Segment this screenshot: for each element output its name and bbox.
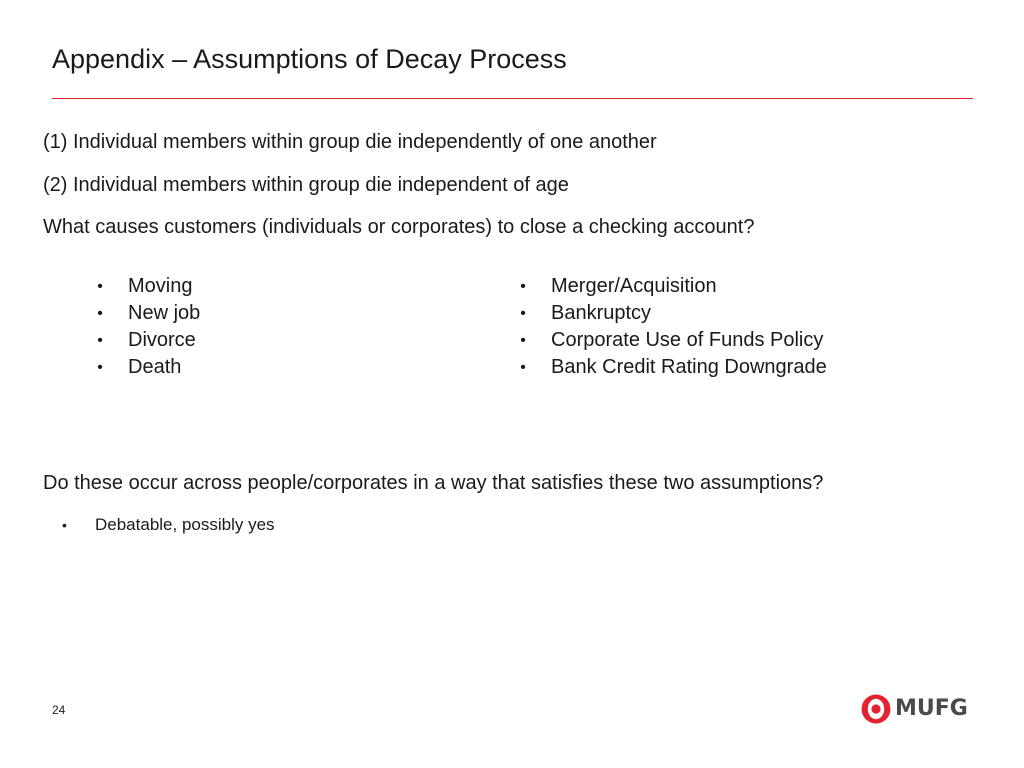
- list-item: [518, 273, 827, 300]
- list-item-label: Moving: [128, 275, 193, 297]
- causes-question: What causes customers (individuals or corporates) to close a checking account?: [43, 216, 755, 238]
- page-number: 24: [52, 703, 66, 717]
- bullet-icon: •: [520, 332, 526, 349]
- answer-list: [62, 513, 275, 537]
- list-item-label: Bankruptcy: [551, 302, 652, 324]
- list-item: [95, 300, 200, 327]
- logo-text: MUFG: [895, 696, 968, 721]
- bullet-icon: •: [62, 517, 67, 533]
- list-item-label: Divorce: [128, 329, 196, 351]
- bullet-icon: •: [97, 305, 103, 322]
- individual-causes-list: [95, 273, 200, 381]
- assumptions-question: Do these occur across people/corporates in a way that satisfies these two assumptions?: [43, 472, 824, 494]
- list-item: [518, 354, 827, 381]
- list-item-label: New job: [128, 302, 201, 324]
- list-item: [95, 354, 200, 381]
- slide-title: Appendix – Assumptions of Decay Process: [52, 44, 567, 74]
- list-item-label: Debatable, possibly yes: [95, 515, 275, 534]
- assumption-2: (2) Individual members within group die independent of age: [43, 174, 569, 196]
- list-item: [518, 327, 827, 354]
- assumption-1: (1) Individual members within group die independently of one another: [43, 131, 657, 153]
- bullet-icon: •: [97, 359, 103, 376]
- bullet-icon: •: [97, 278, 103, 295]
- mufg-logo: [861, 694, 968, 724]
- list-item: [95, 273, 200, 300]
- bullet-icon: •: [97, 332, 103, 349]
- list-item: [95, 327, 200, 354]
- list-item-label: Death: [128, 356, 182, 378]
- corporate-causes-list: [518, 273, 827, 381]
- title-divider: [52, 98, 973, 99]
- list-item: [518, 300, 827, 327]
- bullet-icon: •: [520, 278, 526, 295]
- list-item-label: Corporate Use of Funds Policy: [551, 329, 824, 351]
- list-item: [62, 513, 275, 537]
- list-item-label: Merger/Acquisition: [551, 275, 717, 297]
- mufg-ring-icon: [861, 694, 891, 724]
- list-item-label: Bank Credit Rating Downgrade: [551, 356, 827, 378]
- bullet-icon: •: [520, 305, 526, 322]
- bullet-icon: •: [520, 359, 526, 376]
